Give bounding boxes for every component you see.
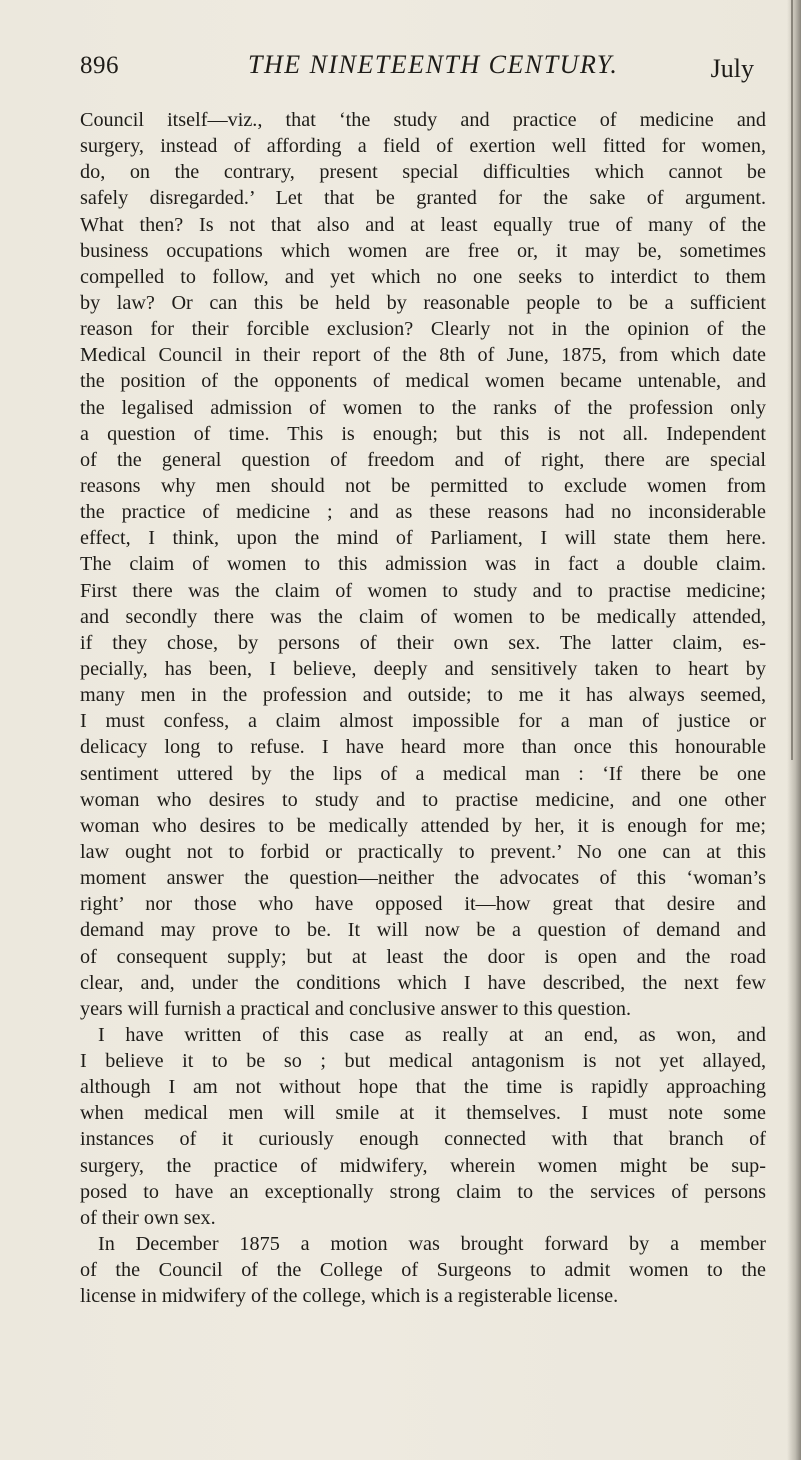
text-line: woman who desires to study and to practise medicine, and one other: [80, 788, 766, 811]
running-title: THE NINETEENTH CENTURY.: [248, 50, 619, 79]
text-line: reason for their forcible exclusion? Clearly not in the opinion of the: [80, 318, 766, 341]
text-line: law ought not to forbid or practically to prevent.’ No one can at this: [80, 840, 766, 863]
text-line: surgery, the practice of midwifery, wherein women might be sup-: [80, 1154, 766, 1177]
text-line: What then? Is not that also and at least equally true of many of the: [80, 213, 766, 236]
text-line: the practice of medicine ; and as these reasons had no inconsiderable: [80, 501, 766, 524]
page-edge-shadow: [787, 0, 801, 1460]
text-line: many men in the profession and outside; to me it has always seemed,: [80, 684, 766, 707]
text-line: by law? Or can this be held by reasonable people to be a sufficient: [80, 291, 766, 314]
paragraph-end-line: years will furnish a practical and conclusive answer to this question.: [80, 997, 632, 1020]
running-header: [80, 48, 766, 88]
text-line: moment answer the question—neither the advocates of this ‘woman’s: [80, 867, 766, 890]
text-line: reasons why men should not be permitted to exclude women from: [80, 474, 766, 497]
text-line: the legalised admission of women to the ranks of the profession only: [80, 396, 766, 419]
text-line: I believe it to be so ; but medical antagonism is not yet allayed,: [80, 1050, 766, 1073]
text-line: safely disregarded.’ Let that be granted for the sake of argument.: [80, 187, 766, 210]
text-line: when medical men will smile at it themselves. I must note some: [80, 1102, 766, 1125]
paragraph-end-line: of their own sex.: [80, 1206, 216, 1229]
text-line: I must confess, a claim almost impossible for a man of justice or: [80, 710, 766, 733]
text-line: if they chose, by persons of their own sex. The latter claim, es-: [80, 631, 766, 654]
text-line: instances of it curiously enough connected with that branch of: [80, 1128, 766, 1151]
text-line: right’ nor those who have opposed it—how great that desire and: [80, 893, 766, 916]
text-line: delicacy long to refuse. I have heard more than once this honourable: [80, 736, 766, 759]
text-line: clear, and, under the conditions which I have described, the next few: [80, 971, 766, 994]
text-line: First there was the claim of women to study and to practise medicine;: [80, 579, 766, 602]
text-line: license in midwifery of the college, which is a registerable license.: [80, 1285, 619, 1308]
header-month: July: [710, 54, 754, 83]
text-line: of consequent supply; but at least the door is open and the road: [80, 945, 766, 968]
text-line: Council itself—viz., that ‘the study and practice of medicine and: [80, 109, 766, 131]
text-line: although I am not without hope that the time is rapidly approaching: [80, 1076, 766, 1099]
text-line: of the Council of the College of Surgeons to admit women to the: [80, 1259, 766, 1282]
text-line: demand may prove to be. It will now be a question of demand and: [80, 919, 766, 942]
text-line: The claim of women to this admission was in fact a double claim.: [80, 553, 766, 576]
text-line: the position of the opponents of medical women became untenable, and: [80, 370, 766, 393]
text-line: pecially, has been, I believe, deeply and sensitively taken to heart by: [80, 657, 766, 680]
text-line: surgery, instead of affording a field of exertion well fitted for women,: [80, 135, 766, 158]
text-line: do, on the contrary, present special difficulties which cannot be: [80, 161, 766, 184]
page-number: 896: [80, 52, 119, 79]
text-line: business occupations which women are free or, it may be, sometimes: [80, 239, 766, 262]
body-text: [80, 107, 766, 1309]
paragraph-start-line: In December 1875 a motion was brought forward by a member: [98, 1233, 766, 1256]
text-line: effect, I think, upon the mind of Parliament, I will state them here.: [80, 527, 766, 550]
text-line: Medical Council in their report of the 8th of June, 1875, from which date: [80, 344, 766, 367]
text-line: woman who desires to be medically attended by her, it is enough for me;: [80, 814, 766, 837]
text-line: a question of time. This is enough; but this is not all. Independent: [80, 422, 766, 445]
text-line: of the general question of freedom and of right, there are special: [80, 448, 766, 471]
text-line: and secondly there was the claim of women to be medically attended,: [80, 605, 766, 628]
page-edge-line: [791, 0, 793, 760]
text-line: sentiment uttered by the lips of a medical man : ‘If there be one: [80, 762, 766, 785]
text-line: posed to have an exceptionally strong claim to the services of persons: [80, 1180, 766, 1203]
paragraph-start-line: I have written of this case as really at an end, as won, and: [98, 1023, 766, 1046]
text-line: compelled to follow, and yet which no one seeks to interdict to them: [80, 265, 766, 288]
